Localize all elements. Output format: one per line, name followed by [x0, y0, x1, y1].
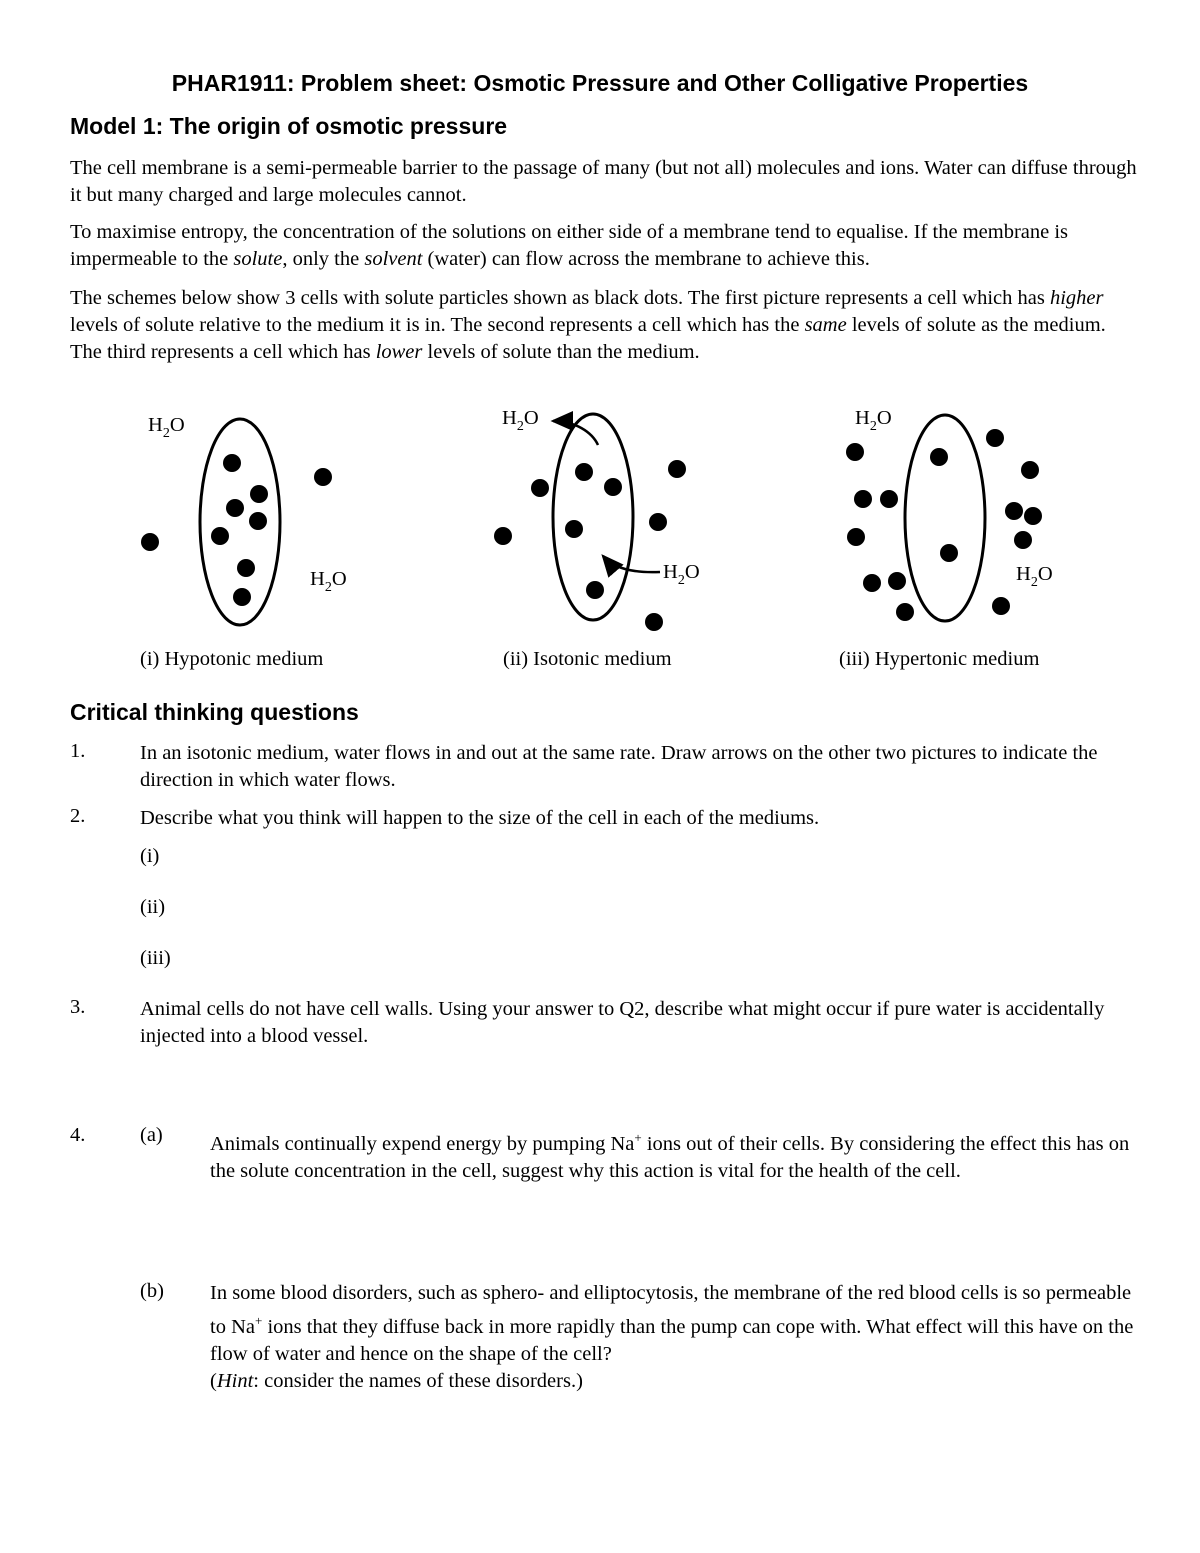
- solute-dot: [141, 533, 159, 551]
- model-heading: Model 1: The origin of osmotic pressure: [70, 113, 508, 139]
- solute-dot: [888, 572, 906, 590]
- solute-dot: [846, 443, 864, 461]
- solute-dot: [992, 597, 1010, 615]
- cell-hypertonic: [846, 407, 1053, 621]
- solute-dot: [249, 512, 267, 530]
- cell-isotonic: [494, 407, 700, 631]
- solute-dot: [223, 454, 241, 472]
- solute-dot: [854, 490, 872, 508]
- question-2-part: (iii): [140, 947, 171, 969]
- caption-hypertonic: (iii) Hypertonic medium: [839, 648, 1040, 670]
- solute-dot: [1024, 507, 1042, 525]
- solute-dot: [314, 468, 332, 486]
- question-4b: In some blood disorders, such as sphero- and elliptocytosis, the membrane of the red blood cells is so permeable to Na+ ions that they diffuse back in more rapidly than the pump can cope with. What effect will this have on the flow of water and hence on the shape of the cell? (Hint: consider the names of these disorders.): [210, 1282, 1134, 1392]
- solute-dot: [896, 603, 914, 621]
- solute-dot: [565, 520, 583, 538]
- question-3: Animal cells do not have cell walls. Using your answer to Q2, describe what might occur if pure water is accidentally injected into a blood vessel.: [140, 998, 1105, 1047]
- solute-dot: [986, 429, 1004, 447]
- solute-dot: [863, 574, 881, 592]
- paragraph-membrane: The cell membrane is a semi-permeable barrier to the passage of many (but not all) molecules and ions. Water can diffuse through it but many charged and large molecules cannot.: [70, 157, 1137, 206]
- solute-dot: [575, 463, 593, 481]
- water-label: $H_2O$: [148, 414, 185, 441]
- paragraph-schemes: The schemes below show 3 cells with solute particles shown as black dots. The first picture represents a cell which has higher levels of solute relative to the medium it is in. The second represents a cell which has the same levels of solute as the medium. The third represents a cell which has lower levels of solute than the medium.: [70, 287, 1106, 363]
- question-1: In an isotonic medium, water flows in and out at the same rate. Draw arrows on the other two pictures to indicate the direction in which water flows.: [140, 742, 1098, 791]
- osmosis-diagram: [0, 395, 1200, 645]
- water-label: $H_2O$: [310, 568, 347, 595]
- water-label: $H_2O$: [855, 407, 892, 434]
- solute-dot: [1014, 531, 1032, 549]
- question-number: 3.: [70, 996, 86, 1018]
- question-2-part: (ii): [140, 896, 166, 918]
- solute-dot: [237, 559, 255, 577]
- solute-dot: [930, 448, 948, 466]
- solute-dot: [649, 513, 667, 531]
- solute-dot: [233, 588, 251, 606]
- arrow-out-icon: [553, 421, 598, 445]
- caption-hypotonic: (i) Hypotonic medium: [140, 648, 324, 670]
- paragraph-entropy: To maximise entropy, the concentration of the solutions on either side of a membrane tend to equalise. If the membrane is impermeable to the solute, only the solvent (water) can flow across the membrane to achieve this.: [70, 221, 1069, 270]
- solute-dot: [645, 613, 663, 631]
- page-title: PHAR1911: Problem sheet: Osmotic Pressure and Other Colligative Properties: [171, 70, 1029, 96]
- question-number: 2.: [70, 805, 86, 827]
- solute-dot: [940, 544, 958, 562]
- solute-dot: [1005, 502, 1023, 520]
- cell-membrane: [905, 415, 985, 621]
- solute-dot: [250, 485, 268, 503]
- water-label: $H_2O$: [663, 561, 700, 588]
- question-4a-label: (a): [140, 1124, 163, 1146]
- question-number: 1.: [70, 740, 86, 762]
- caption-isotonic: (ii) Isotonic medium: [503, 648, 672, 670]
- water-label: $H_2O$: [502, 407, 539, 434]
- solute-dot: [847, 528, 865, 546]
- solute-dot: [226, 499, 244, 517]
- solute-dot: [668, 460, 686, 478]
- solute-dot: [586, 581, 604, 599]
- solute-dot: [1021, 461, 1039, 479]
- solute-dot: [604, 478, 622, 496]
- question-number: 4.: [70, 1124, 86, 1146]
- solute-dot: [531, 479, 549, 497]
- question-2: Describe what you think will happen to the size of the cell in each of the mediums.: [140, 807, 820, 829]
- solute-dot: [880, 490, 898, 508]
- question-4a: Animals continually expend energy by pumping Na+ ions out of their cells. By considering the effect this has on the solute concentration in the cell, suggest why this action is vital for the health of the cell.: [210, 1130, 1130, 1182]
- solute-dot: [494, 527, 512, 545]
- water-label: $H_2O$: [1016, 563, 1053, 590]
- cell-hypotonic: [141, 414, 347, 625]
- question-4b-label: (b): [140, 1280, 164, 1302]
- solute-dot: [211, 527, 229, 545]
- critical-thinking-heading: Critical thinking questions: [70, 699, 359, 725]
- arrow-in-icon: [603, 556, 660, 572]
- question-2-part: (i): [140, 845, 160, 867]
